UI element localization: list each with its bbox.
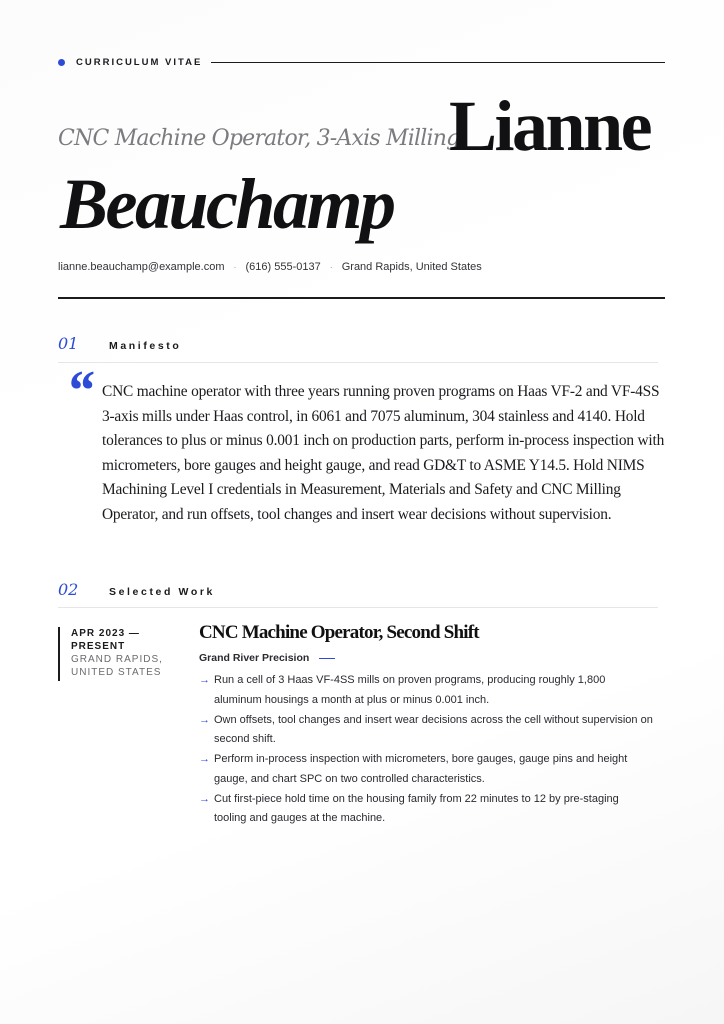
company-dash <box>319 658 335 659</box>
arrow-right-icon: → <box>199 792 210 805</box>
arrow-right-icon: → <box>199 674 210 686</box>
contact-email[interactable]: lianne.beauchamp@example.com <box>58 261 225 273</box>
header-divider <box>58 297 665 299</box>
job-dates: APR 2023 — PRESENT <box>71 628 140 652</box>
contact-phone[interactable]: (616) 555-0137 <box>245 261 321 273</box>
list-item <box>199 750 654 789</box>
arrow-right-icon: → <box>199 713 210 726</box>
list-item <box>199 790 654 829</box>
job-title: CNC Machine Operator, Second Shift <box>199 622 479 643</box>
contact-line <box>58 259 482 275</box>
job-location: GRAND RAPIDS, UNITED STATES <box>71 654 163 678</box>
section-divider <box>58 362 658 363</box>
job-company <box>199 652 335 664</box>
last-name: Beauchamp <box>60 164 394 244</box>
section-title-manifesto: Manifesto <box>109 340 182 352</box>
job-bullets <box>199 671 654 829</box>
document-tagline <box>58 55 665 69</box>
bullet-text: Perform in-process inspection with micrometers, bore gauges, gauge pins and height gauge, and chart SPC on two controlled characteristics. <box>214 753 628 785</box>
contact-separator: · <box>329 262 333 272</box>
tagline-text: CURRICULUM VITAE <box>76 56 203 68</box>
first-name: Lianne <box>449 86 651 166</box>
contact-location: Grand Rapids, United States <box>341 261 482 273</box>
section-number: 02 <box>58 580 79 599</box>
company-name: Grand River Precision <box>199 652 310 664</box>
bullet-text: Run a cell of 3 Haas VF-4SS mills on proven programs, producing roughly 1,800 aluminum housings a month at plus or minus 0.001 inch. <box>214 674 606 706</box>
bullet-text: Cut first-piece hold time on the housing family from 22 minutes to 12 by pre-staging tooling and gauges at the machine. <box>214 792 619 824</box>
accent-dot-icon <box>58 59 65 66</box>
section-divider <box>58 607 658 608</box>
section-number: 01 <box>58 334 79 353</box>
arrow-right-icon: → <box>199 753 210 765</box>
list-item <box>199 711 654 750</box>
contact-separator: · <box>233 262 237 272</box>
job-meta <box>58 627 171 681</box>
section-title-work: Selected Work <box>109 586 215 598</box>
job-role-title: CNC Machine Operator, 3-Axis Milling <box>58 126 460 151</box>
tagline-rule <box>211 62 665 63</box>
bullet-text: Own offsets, tool changes and insert wear decisions across the cell without supervision on second shift. <box>214 713 653 745</box>
list-item <box>199 671 654 710</box>
quote-mark-icon: “ <box>66 360 94 422</box>
manifesto-text: CNC machine operator with three years running proven programs on Haas VF-2 and VF-4SS 3-axis mills under Haas control, in 6061 and 7075 aluminum, 304 stainless and 4140. Hold tolerances to plus or minus 0.001 inch on production parts, perform in-process inspection with micrometers, bore gauges and height gauge, and read GD&T to ASME Y14.5. Hold NIMS Machining Level I credentials in Measurement, Materials and Safety and CNC Milling Operator, and run offsets, tool changes and insert wear decisions without supervision. <box>102 383 665 523</box>
